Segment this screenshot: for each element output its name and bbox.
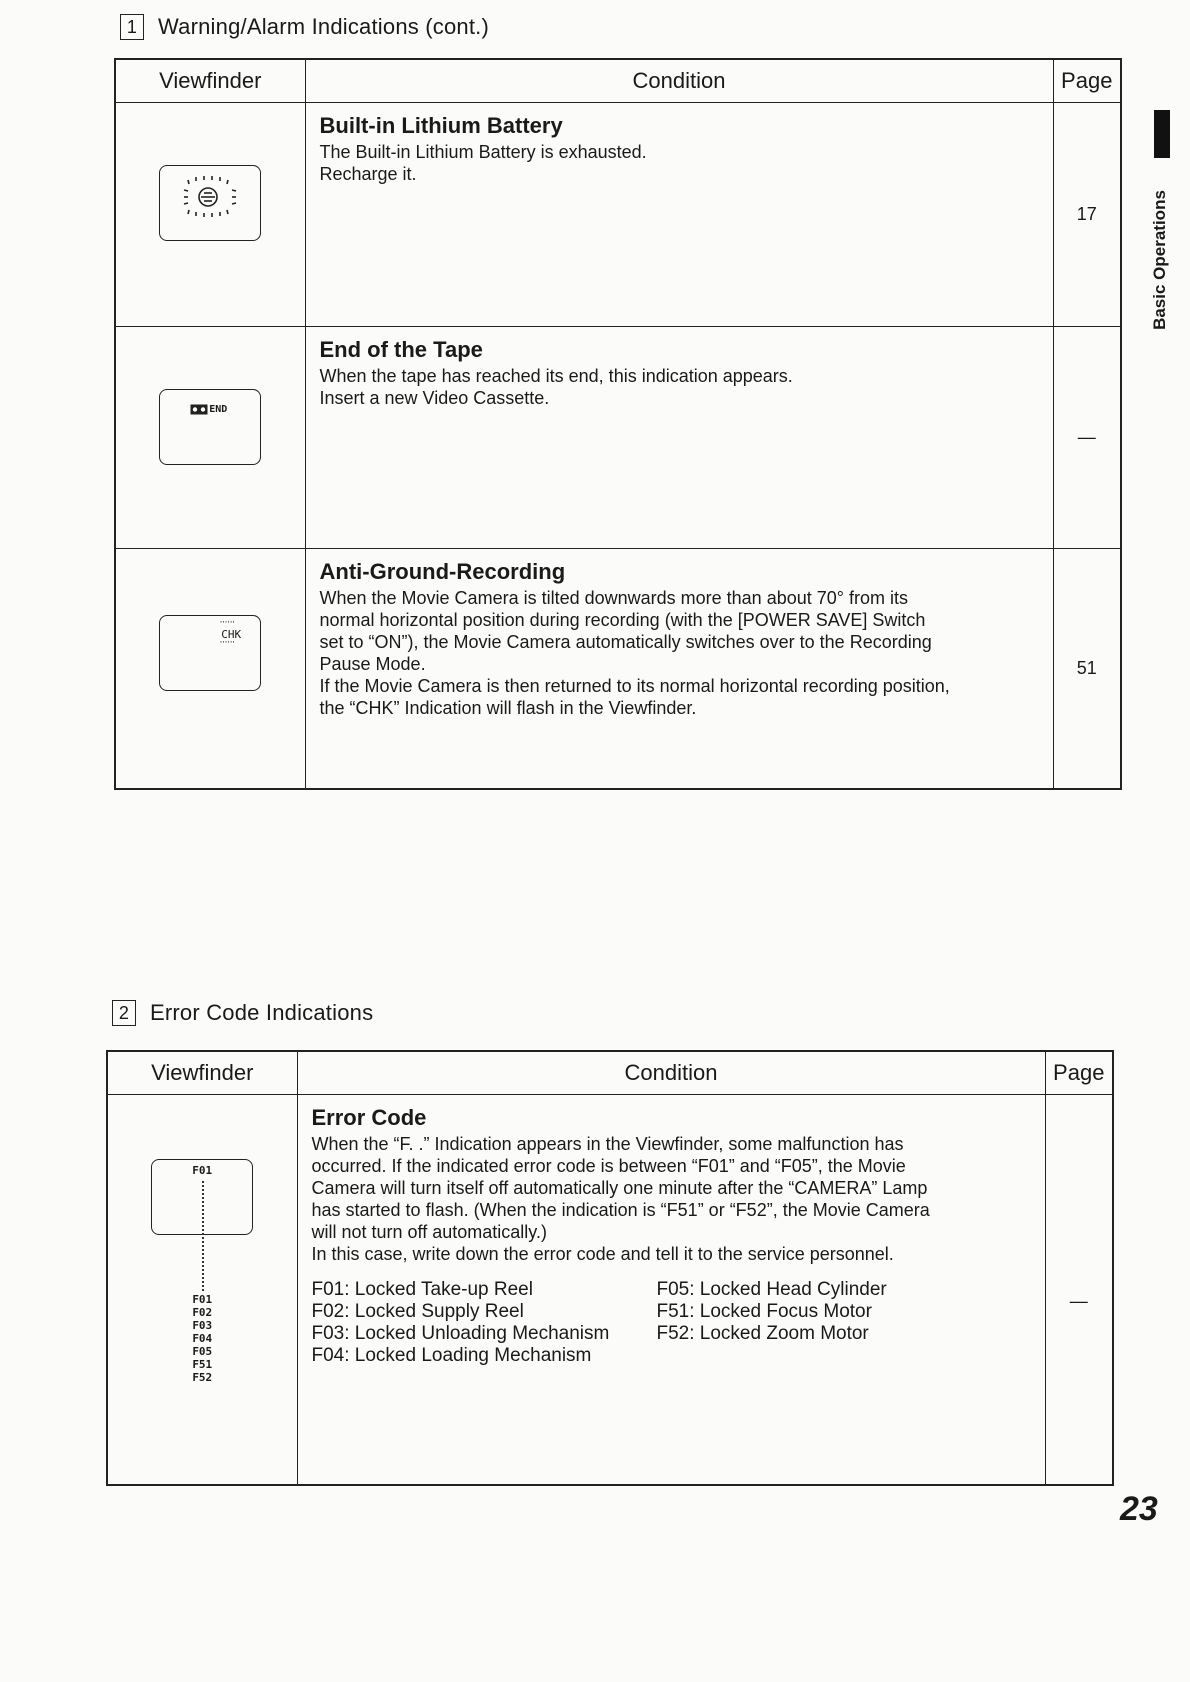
side-tab <box>1146 110 1190 360</box>
condition-title: Error Code <box>311 1105 427 1130</box>
error-code-item: F51: Locked Focus Motor <box>656 1301 872 1322</box>
condition-text: When the “F. .” Indication appears in the Viewfinder, some malfunction has <box>311 1134 904 1154</box>
viewfinder-cell <box>107 1095 297 1485</box>
page-cell: — <box>1053 327 1121 549</box>
condition-cell <box>297 1095 1045 1485</box>
page-number: 23 <box>1120 1490 1158 1528</box>
dotted-connector <box>202 1181 204 1291</box>
error-code-item: F02: Locked Supply Reel <box>311 1301 524 1322</box>
warning-table <box>114 58 1122 790</box>
header-page: Page <box>1045 1051 1113 1095</box>
section-2-heading <box>112 1000 373 1026</box>
viewfinder-display <box>159 389 261 465</box>
viewfinder-cell <box>115 327 305 549</box>
error-code-item: F03: Locked Unloading Mechanism <box>311 1323 610 1344</box>
error-code-item: F04: Locked Loading Mechanism <box>311 1345 592 1366</box>
condition-title: End of the Tape <box>319 337 483 362</box>
condition-cell <box>305 327 1053 549</box>
warning-table-header <box>115 59 1121 103</box>
error-code-item: F01: Locked Take-up Reel <box>311 1279 533 1300</box>
list-item: F03 <box>192 1319 213 1332</box>
condition-text: occurred. If the indicated error code is between “F01” and “F05”, the Movie <box>311 1156 906 1176</box>
table-row <box>115 327 1121 549</box>
list-item: F01 <box>192 1293 213 1306</box>
list-item: F51 <box>192 1358 213 1371</box>
condition-text: the “CHK” Indication will flash in the Viewfinder. <box>319 698 697 718</box>
error-code-table-list <box>312 1279 1031 1367</box>
page-cell: 51 <box>1053 549 1121 789</box>
chk-flashing-icon: '''''' CHK '''''' <box>220 620 242 649</box>
section-2-number: 2 <box>112 1000 136 1026</box>
codes-right-column <box>657 1279 917 1367</box>
condition-text: Recharge it. <box>319 164 417 184</box>
condition-title: Anti-Ground-Recording <box>319 559 566 584</box>
condition-text: set to “ON”), the Movie Camera automatically switches over to the Recording <box>319 632 932 652</box>
condition-text: In this case, write down the error code and tell it to the service personnel. <box>311 1244 894 1264</box>
viewfinder-display <box>159 615 261 691</box>
side-tab-marker <box>1154 110 1170 158</box>
list-item: F02 <box>192 1306 213 1319</box>
error-code-list <box>192 1293 212 1384</box>
condition-text: normal horizontal position during recording (with the [POWER SAVE] Switch <box>319 610 926 630</box>
section-1-title: Warning/Alarm Indications (cont.) <box>158 14 490 39</box>
header-condition: Condition <box>297 1051 1045 1095</box>
list-item: F04 <box>192 1332 213 1345</box>
error-code-item: F52: Locked Zoom Motor <box>656 1323 869 1344</box>
condition-text: The Built-in Lithium Battery is exhausted. <box>319 142 647 162</box>
error-table-header <box>107 1051 1113 1095</box>
condition-text: When the tape has reached its end, this indication appears. <box>319 366 793 386</box>
condition-text: Insert a new Video Cassette. <box>319 388 550 408</box>
section-1-heading <box>120 14 489 40</box>
header-viewfinder: Viewfinder <box>107 1051 297 1095</box>
list-item: F52 <box>192 1371 213 1384</box>
page-cell: 17 <box>1053 103 1121 327</box>
viewfinder-cell <box>115 549 305 789</box>
lithium-battery-flashing-icon <box>160 166 260 240</box>
condition-cell <box>305 549 1053 789</box>
condition-text: Pause Mode. <box>319 654 426 674</box>
table-row <box>115 549 1121 789</box>
tape-end-icon <box>190 404 227 415</box>
section-1-number: 1 <box>120 14 144 40</box>
codes-left-column <box>312 1279 657 1367</box>
condition-text: has started to flash. (When the indication is “F51” or “F52”, the Movie Camera <box>311 1200 930 1220</box>
condition-text: Camera will turn itself off automatically one minute after the “CAMERA” Lamp <box>311 1178 928 1198</box>
condition-text: will not turn off automatically.) <box>311 1222 547 1242</box>
tape-end-text: END <box>209 404 228 415</box>
chk-text: CHK <box>221 628 242 641</box>
viewfinder-display <box>159 165 261 241</box>
error-code-item: F05: Locked Head Cylinder <box>656 1279 887 1300</box>
page-cell: — <box>1045 1095 1113 1485</box>
header-condition: Condition <box>305 59 1053 103</box>
condition-title: Built-in Lithium Battery <box>319 113 563 138</box>
error-code-table <box>106 1050 1114 1486</box>
condition-text: If the Movie Camera is then returned to its normal horizontal recording position, <box>319 676 950 696</box>
condition-cell <box>305 103 1053 327</box>
header-page: Page <box>1053 59 1121 103</box>
viewfinder-cell <box>115 103 305 327</box>
table-row <box>115 103 1121 327</box>
list-item: F05 <box>192 1345 213 1358</box>
error-code-text: F01 <box>192 1164 213 1177</box>
table-row <box>107 1095 1113 1485</box>
header-viewfinder: Viewfinder <box>115 59 305 103</box>
section-2-title: Error Code Indications <box>150 1000 374 1025</box>
side-tab-label: Basic Operations <box>1150 190 1169 330</box>
condition-text: When the Movie Camera is tilted downwards more than about 70° from its <box>319 588 908 608</box>
